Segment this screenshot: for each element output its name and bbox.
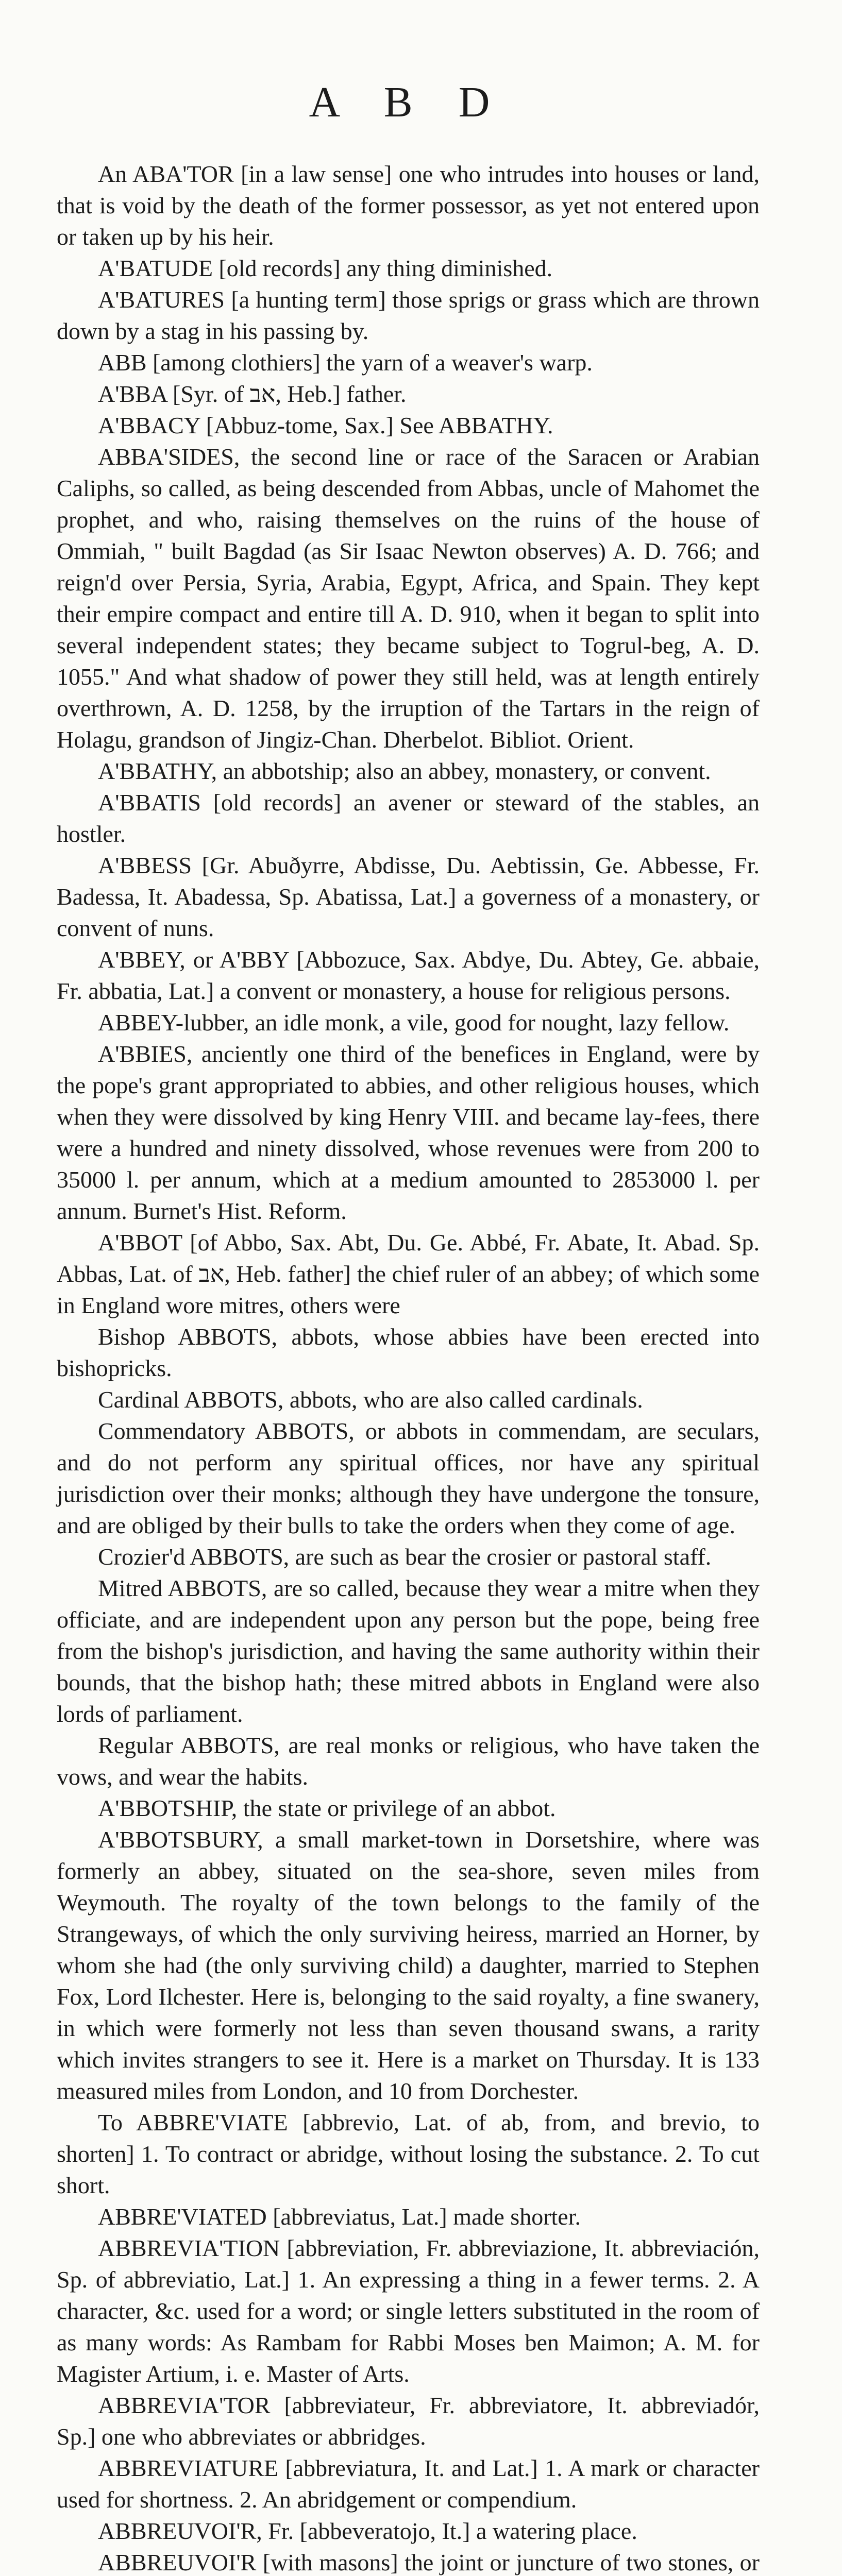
dictionary-entry: Regular ABBOTS, are real monks or religious, who have taken the vows, and wear the habits.	[57, 1732, 760, 1790]
dictionary-entry: ABBEY-lubber, an idle monk, a vile, good for nought, lazy fellow.	[98, 1009, 730, 1036]
running-head: A B D	[309, 78, 508, 126]
dictionary-entry: Bishop ABBOTS, abbots, whose abbies have been erected into bishopricks.	[57, 1324, 760, 1381]
dictionary-entry: To ABBRE'VIATE [abbrevio, Lat. of ab, from, and brevio, to shorten] 1. To contract or abridge, without losing the substance. 2. To cut short.	[57, 2109, 760, 2198]
dictionary-entry: ABBREVIA'TION [abbreviation, Fr. abbreviazione, It. abbreviación, Sp. of abbreviatio, Lat.] 1. An expressing a thing in a fewer terms. 2. A character, &c. used for a word; or single letters substituted in the room of as many words: As Rambam for Rabbi Moses ben Maimon; A. M. for Magister Artium, i. e. Master of Arts.	[57, 2235, 760, 2387]
dictionary-entry: A'BBATHY, an abbotship; also an abbey, monastery, or convent.	[98, 758, 711, 784]
dictionary-entry: A'BBOTSBURY, a small market-town in Dorsetshire, where was formerly an abbey, situated on the sea-shore, seven miles from Weymouth. The royalty of the town belongs to the family of the Strangeways, of which the only surviving heiress, married an Horner, by whom she had (the only surviving child) a daughter, married to Stephen Fox, Lord Ilchester. Here is, belonging to the said royalty, a fine swanery, in which were formerly not less than seven thousand swans, a rarity which invites strangers to see it. Here is a market on Thursday. It is 133 measured miles from London, and 10 from Dorchester.	[57, 1826, 760, 2104]
dictionary-entry: ABBRE'VIATED [abbreviatus, Lat.] made shorter.	[98, 2204, 581, 2230]
dictionary-entry: A'BATURES [a hunting term] those sprigs or grass which are thrown down by a stag in his passing by.	[57, 286, 760, 344]
dictionary-entry: A'BBACY [Abbuz-tome, Sax.] See ABBATHY.	[98, 412, 553, 438]
dictionary-entry: A'BBATIS [old records] an avener or steward of the stables, an hostler.	[57, 789, 760, 847]
dictionary-entry: ABBA'SIDES, the second line or race of the Saracen or Arabian Caliphs, so called, as being descended from Abbas, uncle of Mahomet the prophet, and who, raising themselves on the ruins of the house of Ommiah, " built Bagdad (as Sir Isaac Newton observes) A. D. 766; and reign'd over Persia, Syria, Arabia, Egypt, Africa, and Spain. They kept their empire compact and entire till A. D. 910, when it began to split into several independent states; they became subject to Togrul-beg, A. D. 1055." And what shadow of power they still held, was at length entirely overthrown, A. D. 1258, by the irruption of the Tartars in the reign of Holagu, grandson of Jingiz-Chan. Dherbelot. Bibliot. Orient.	[57, 444, 760, 753]
dictionary-entry: Cardinal ABBOTS, abbots, who are also called cardinals.	[98, 1386, 643, 1413]
dictionary-entry: A'BBIES, anciently one third of the benefices in England, were by the pope's grant appropriated to abbies, and other religious houses, which when they were dissolved by king Henry VIII. and became lay-fees, there were a hundred and ninety dissolved, whose revenues were from 200 to 35000 l. per annum, which at a medium amounted to 2853000 l. per annum. Burnet's Hist. Reform.	[57, 1041, 760, 1224]
dictionary-entry: Commendatory ABBOTS, or abbots in commendam, are seculars, and do not perform any spiritual offices, nor have any spiritual jurisdiction over their monks; although they have undergone the tonsure, and are obliged by their bulls to take the orders when they come of age.	[57, 1418, 760, 1538]
dictionary-entry: A'BBA [Syr. of אב, Heb.] father.	[98, 381, 407, 407]
dictionary-entry: Crozier'd ABBOTS, are such as bear the crosier or pastoral staff.	[98, 1544, 712, 1570]
dictionary-entry: A'BATUDE [old records] any thing diminished.	[98, 255, 553, 281]
dictionary-entry: ABBREUVOI'R [with masons] the joint or juncture of two stones, or	[98, 2549, 760, 2575]
entries-column	[57, 158, 760, 2576]
dictionary-entry: A'BBOT [of Abbo, Sax. Abt, Du. Ge. Abbé, Fr. Abate, It. Abad. Sp. Abbas, Lat. of אב, Heb. father] the chief ruler of an abbey; of which some in England wore mitres, others were	[57, 1229, 760, 1318]
dictionary-entry: A'BBESS [Gr. Abuðyrre, Abdisse, Du. Aebtissin, Ge. Abbesse, Fr. Badessa, It. Abadessa, Sp. Abatissa, Lat.] a governess of a monastery, or convent of nuns.	[57, 852, 760, 941]
dictionary-entry: A'BBOTSHIP, the state or privilege of an abbot.	[98, 1795, 556, 1821]
dictionary-entry: ABBREUVOI'R, Fr. [abbeveratojo, It.] a watering place.	[98, 2518, 637, 2544]
dictionary-entry: ABBREVIA'TOR [abbreviateur, Fr. abbreviatore, It. abbreviadór, Sp.] one who abbreviates or abbridges.	[57, 2392, 760, 2450]
dictionary-entry: ABBREVIATURE [abbreviatura, It. and Lat.] 1. A mark or character used for shortness. 2. An abridgement or compendium.	[57, 2455, 760, 2513]
dictionary-entry: Mitred ABBOTS, are so called, because they wear a mitre when they officiate, and are independent upon any person but the pope, being free from the bishop's jurisdiction, and having the same authority within their bounds, that the bishop hath; these mitred abbots in England were also lords of parliament.	[57, 1575, 760, 1727]
dictionary-entry: A'BBEY, or A'BBY [Abbozuce, Sax. Abdye, Du. Abtey, Ge. abbaie, Fr. abbatia, Lat.] a convent or monastery, a house for religious persons.	[57, 946, 760, 1004]
dictionary-entry: ABB [among clothiers] the yarn of a weaver's warp.	[98, 349, 593, 376]
dictionary-entry: An ABA'TOR [in a law sense] one who intrudes into houses or land, that is void by the death of the former possessor, as yet not entered upon or taken up by his heir.	[57, 161, 760, 250]
